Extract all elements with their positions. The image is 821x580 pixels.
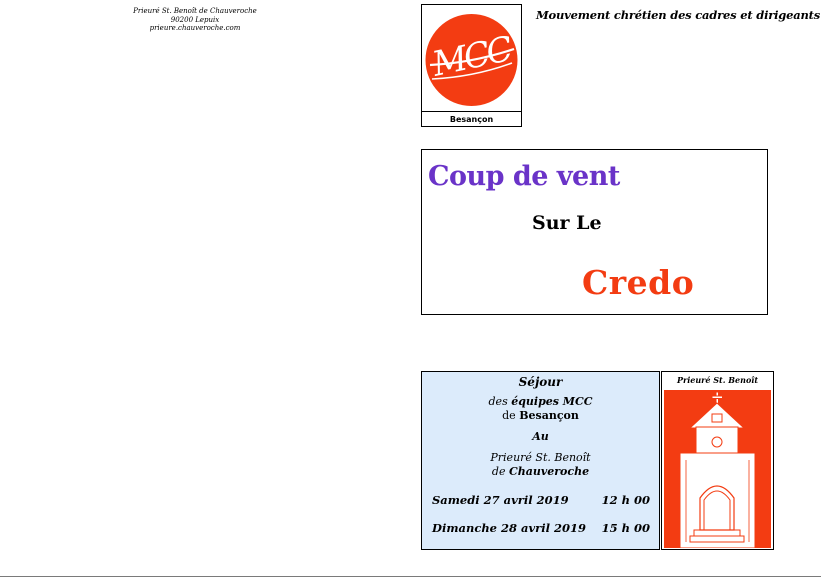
teams-name: équipes MCC bbox=[511, 395, 593, 408]
title-line-3: Credo bbox=[582, 263, 695, 302]
logo-box bbox=[421, 4, 522, 127]
mcc-logo bbox=[422, 5, 521, 111]
sejour-label: Séjour bbox=[518, 375, 563, 389]
priory-location-line bbox=[422, 465, 659, 478]
tagline: Mouvement chrétien des cadres et dirigeants bbox=[536, 8, 821, 22]
schedule-time-2: 15 h 00 bbox=[601, 521, 650, 535]
address-line-2: 90200 Lepuix bbox=[170, 15, 220, 24]
schedule-row-2 bbox=[432, 521, 650, 535]
priory-name: Prieuré St. Benoît bbox=[490, 451, 591, 464]
city-prefix: de bbox=[502, 409, 520, 422]
bottom-divider bbox=[0, 576, 821, 577]
au-label: Au bbox=[532, 430, 549, 443]
schedule-time-1: 12 h 00 bbox=[601, 493, 650, 507]
schedule-date-1: Samedi 27 avril 2019 bbox=[432, 493, 569, 507]
mcc-logo-text: MCC bbox=[428, 29, 514, 85]
schedule-row-1 bbox=[432, 493, 650, 507]
title-line-1: Coup de vent bbox=[428, 161, 620, 192]
priory-title: Prieuré St. Benoît bbox=[676, 375, 759, 385]
address-line-3: prieure.chauveroche.com bbox=[149, 24, 241, 32]
address-line-1: Prieuré St. Benoît de Chauveroche bbox=[133, 7, 257, 15]
info-box bbox=[421, 371, 660, 550]
teams-line bbox=[422, 395, 659, 408]
priory-box bbox=[661, 371, 774, 550]
priory-drawing bbox=[664, 390, 771, 548]
city-line bbox=[422, 409, 659, 422]
city-name: Besançon bbox=[519, 409, 579, 422]
address-block bbox=[120, 7, 270, 33]
title-line-2: Sur Le bbox=[532, 212, 602, 234]
priory-location-prefix: de bbox=[491, 465, 509, 478]
schedule-date-2: Dimanche 28 avril 2019 bbox=[432, 521, 586, 535]
priory-location: Chauveroche bbox=[508, 465, 590, 478]
teams-prefix: des bbox=[488, 395, 512, 408]
logo-caption: Besançon bbox=[422, 111, 521, 127]
title-box bbox=[421, 149, 768, 315]
